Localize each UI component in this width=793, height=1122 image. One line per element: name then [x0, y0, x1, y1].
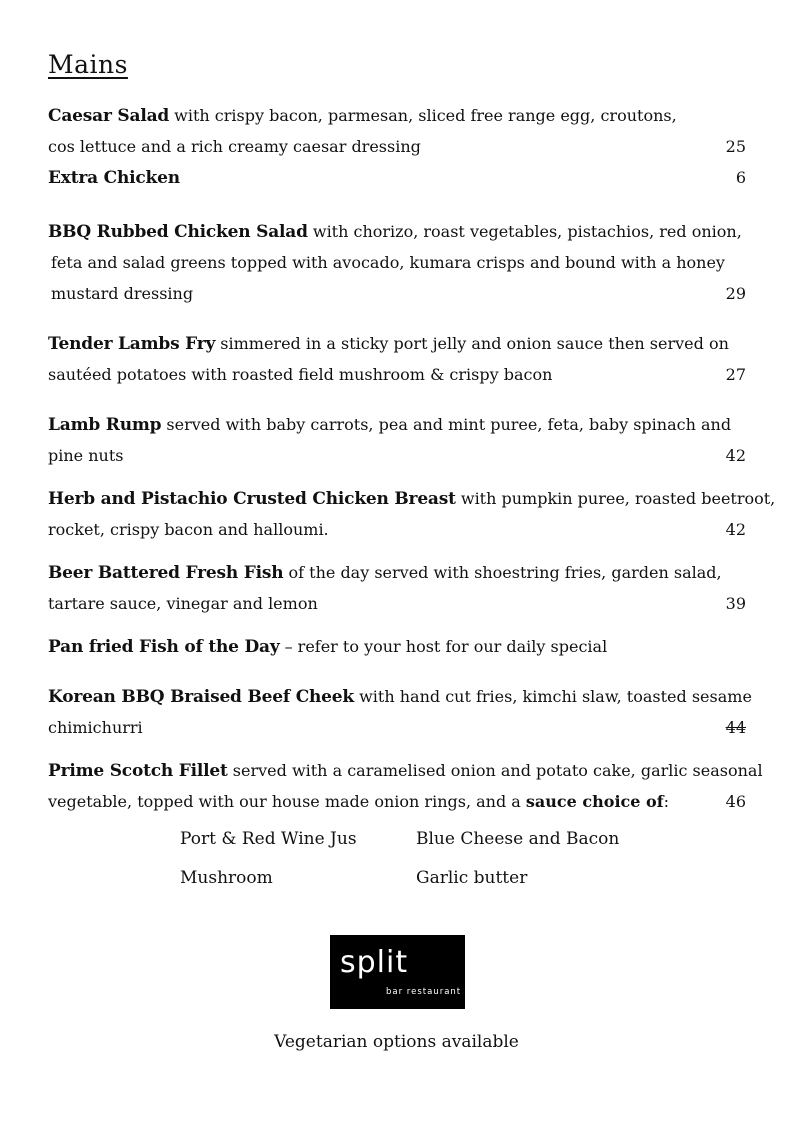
- item-price: 25: [725, 137, 746, 156]
- item-description: cos lettuce and a rich creamy caesar dressing: [48, 137, 421, 156]
- item-description: chimichurri: [48, 718, 143, 737]
- menu-item-herb-pistachio-chicken: [48, 483, 776, 545]
- item-price: 29: [725, 284, 746, 303]
- vegetarian-note: Vegetarian options available: [274, 1032, 519, 1052]
- logo-wordmark: split: [340, 945, 409, 980]
- menu-item-lamb-rump: [48, 409, 746, 471]
- item-description: with pumpkin puree, roasted beetroot,: [455, 489, 776, 508]
- item-price: 27: [725, 365, 746, 384]
- item-description: pine nuts: [48, 446, 124, 465]
- menu-heading: Mains: [48, 50, 128, 79]
- menu-item-bbq-chicken-salad: [48, 216, 746, 309]
- item-description: with hand cut fries, kimchi slaw, toasted sesame: [354, 687, 752, 706]
- item-name: Extra Chicken: [48, 168, 180, 188]
- item-description: with crispy bacon, parmesan, sliced free range egg, croutons,: [169, 106, 677, 125]
- sauce-choice-colon: :: [663, 792, 669, 811]
- item-description: – refer to your host for our daily special: [279, 637, 608, 656]
- item-price: 44: [725, 718, 746, 737]
- menu-item-prime-scotch-fillet: [48, 755, 763, 817]
- item-description: vegetable, topped with our house made onion rings, and a: [48, 792, 526, 811]
- item-description: sautéed potatoes with roasted field mushroom & crispy bacon: [48, 365, 553, 384]
- menu-item-tender-lambs-fry: [48, 328, 746, 390]
- item-name: Beer Battered Fresh Fish: [48, 563, 284, 583]
- item-description: served with baby carrots, pea and mint puree, feta, baby spinach and: [161, 415, 732, 434]
- item-name: Herb and Pistachio Crusted Chicken Breast: [48, 489, 456, 509]
- menu-item-pan-fried-fish: [48, 631, 746, 662]
- item-description: mustard dressing: [51, 284, 194, 303]
- item-description: of the day served with shoestring fries, garden salad,: [283, 563, 722, 582]
- item-description: tartare sauce, vinegar and lemon: [48, 594, 318, 613]
- item-name: Caesar Salad: [48, 106, 170, 126]
- menu-item-beer-battered-fish: [48, 557, 746, 619]
- sauce-option: Blue Cheese and Bacon: [416, 829, 620, 849]
- item-description: with chorizo, roast vegetables, pistachios, red onion,: [307, 222, 742, 241]
- item-price: 6: [735, 168, 746, 187]
- item-name: Prime Scotch Fillet: [48, 761, 228, 781]
- item-description: simmered in a sticky port jelly and onion sauce then served on: [215, 334, 729, 353]
- item-price: 42: [725, 446, 746, 465]
- item-name: Lamb Rump: [48, 415, 162, 435]
- item-name: BBQ Rubbed Chicken Salad: [48, 222, 308, 242]
- menu-item-caesar-salad: [48, 100, 746, 162]
- menu-item-extra-chicken: [48, 162, 746, 193]
- sauce-option: Garlic butter: [416, 868, 528, 888]
- item-description: served with a caramelised onion and potato cake, garlic seasonal: [227, 761, 763, 780]
- item-price: 39: [725, 594, 746, 613]
- item-name: Pan fried Fish of the Day: [48, 637, 280, 657]
- restaurant-logo: [330, 935, 465, 1009]
- item-description: feta and salad greens topped with avocado, kumara crisps and bound with a honey: [51, 253, 725, 272]
- sauce-choice-label: sauce choice of: [525, 792, 664, 811]
- item-name: Tender Lambs Fry: [48, 334, 216, 354]
- item-description: rocket, crispy bacon and halloumi.: [48, 520, 329, 539]
- item-price: 46: [725, 792, 746, 811]
- logo-subtitle: bar restaurant: [386, 987, 462, 997]
- sauce-option: Mushroom: [180, 868, 273, 888]
- item-name: Korean BBQ Braised Beef Cheek: [48, 687, 354, 707]
- sauce-option: Port & Red Wine Jus: [180, 829, 357, 849]
- item-price: 42: [725, 520, 746, 539]
- menu-item-korean-beef-cheek: [48, 681, 752, 743]
